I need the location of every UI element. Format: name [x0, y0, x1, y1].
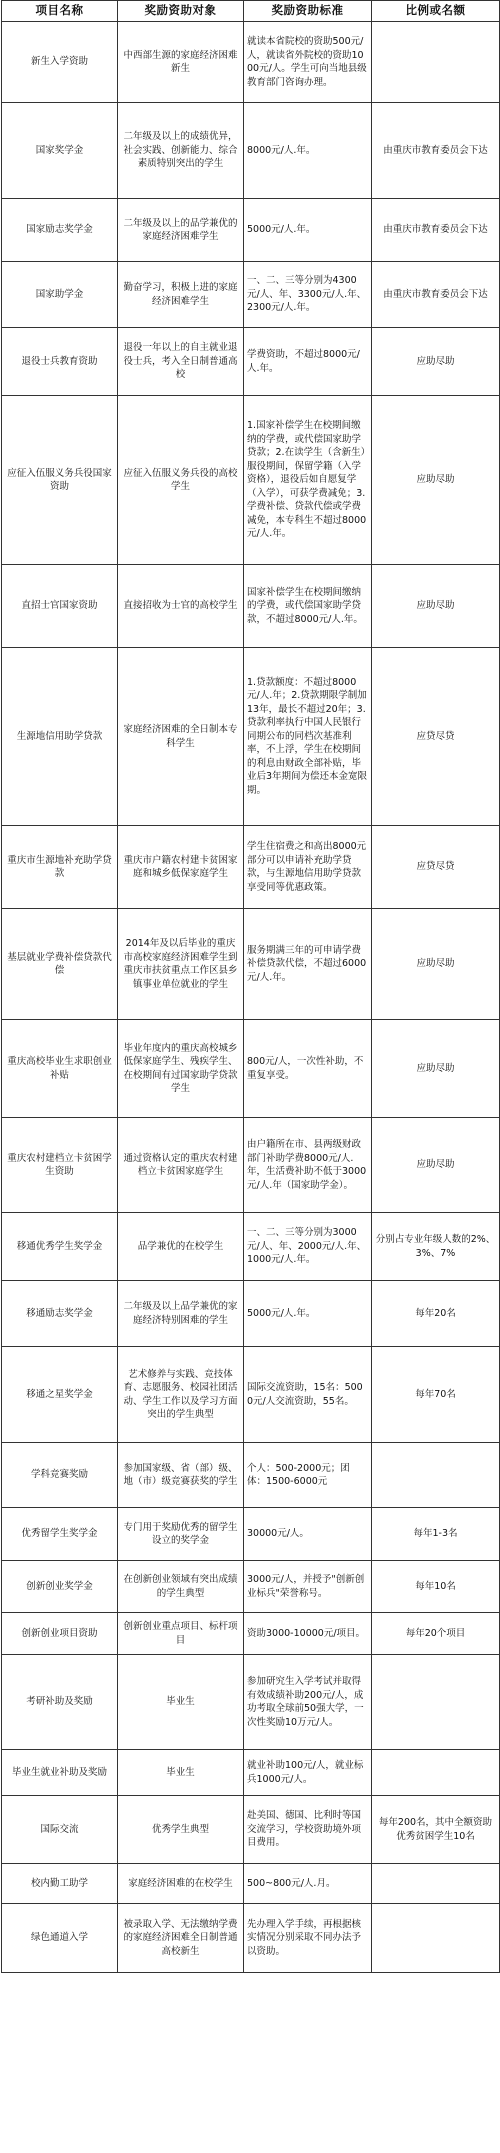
project-name: 重庆市生源地补充助学贷款	[2, 826, 118, 909]
aid-target: 在创新创业领域有突出成绩的学生典型	[118, 1561, 244, 1613]
table-row	[2, 1213, 500, 1281]
table-row	[2, 199, 500, 262]
ratio-quota: 每年20个项目	[372, 1613, 500, 1655]
ratio-quota: 应助尽助	[372, 909, 500, 1020]
ratio-quota: 应助尽助	[372, 1020, 500, 1118]
aid-target: 家庭经济困难的全日制本专科学生	[118, 648, 244, 826]
project-name: 绿色通道入学	[2, 1904, 118, 1973]
aid-policy-table	[1, 0, 500, 1973]
aid-target: 通过资格认定的重庆农村建档立卡贫困家庭学生	[118, 1118, 244, 1213]
ratio-quota	[372, 1750, 500, 1796]
ratio-quota: 每年200名，其中全额资助优秀贫困学生10名	[372, 1796, 500, 1864]
aid-standard: 先办理入学手续，再根据核实情况分别采取不同办法予以资助。	[244, 1904, 372, 1973]
aid-target: 毕业生	[118, 1655, 244, 1750]
header-aid-standard: 奖励资助标准	[244, 1, 372, 22]
aid-standard: 8000元/人.年。	[244, 103, 372, 199]
ratio-quota: 应贷尽贷	[372, 648, 500, 826]
aid-standard: 学生住宿费之和高出8000元部分可以申请补充助学贷款，与生源地信用助学贷款享受同等优惠政策。	[244, 826, 372, 909]
aid-target: 艺术修养与实践、竞技体育、志愿服务、校园社团活动、学生工作以及学习方面突出的学生典型	[118, 1347, 244, 1443]
aid-target: 勤奋学习，积极上进的家庭经济困难学生	[118, 262, 244, 328]
project-name: 考研补助及奖励	[2, 1655, 118, 1750]
project-name: 重庆高校毕业生求职创业补贴	[2, 1020, 118, 1118]
project-name: 学科竞赛奖励	[2, 1443, 118, 1508]
aid-standard: 就业补助100元/人，就业标兵1000元/人。	[244, 1750, 372, 1796]
aid-standard: 30000元/人。	[244, 1508, 372, 1561]
aid-standard: 5000元/人.年。	[244, 199, 372, 262]
header-project-name: 项目名称	[2, 1, 118, 22]
aid-target: 毕业年度内的重庆高校城乡低保家庭学生、残疾学生、在校期间有过国家助学贷款学生	[118, 1020, 244, 1118]
aid-standard: 国际交流资助，15名：5000元/人交流资助，55名。	[244, 1347, 372, 1443]
table-row	[2, 1508, 500, 1561]
aid-standard: 个人：500-2000元；团体：1500-6000元	[244, 1443, 372, 1508]
aid-target: 应征入伍服义务兵役的高校学生	[118, 396, 244, 565]
project-name: 移通励志奖学金	[2, 1281, 118, 1347]
ratio-quota	[372, 22, 500, 103]
project-name: 国家助学金	[2, 262, 118, 328]
ratio-quota: 每年70名	[372, 1347, 500, 1443]
table-row	[2, 648, 500, 826]
project-name: 创新创业项目资助	[2, 1613, 118, 1655]
aid-target: 2014年及以后毕业的重庆市高校家庭经济困难学生到重庆市扶贫重点工作区县乡镇事业单位就业的学生	[118, 909, 244, 1020]
table-row	[2, 22, 500, 103]
project-name: 新生入学资助	[2, 22, 118, 103]
aid-target: 重庆市户籍农村建卡贫困家庭和城乡低保家庭学生	[118, 826, 244, 909]
project-name: 重庆农村建档立卡贫困学生资助	[2, 1118, 118, 1213]
ratio-quota: 应助尽助	[372, 565, 500, 648]
aid-target: 被录取入学、无法缴纳学费的家庭经济困难全日制普通高校新生	[118, 1904, 244, 1973]
aid-standard: 500~800元/人.月。	[244, 1864, 372, 1904]
table-row	[2, 1864, 500, 1904]
header-row	[2, 1, 500, 22]
table-row	[2, 1118, 500, 1213]
aid-target: 退役一年以上的自主就业退役士兵，考入全日制普通高校	[118, 328, 244, 396]
aid-standard: 3000元/人，并授予"创新创业标兵"荣誉称号。	[244, 1561, 372, 1613]
ratio-quota: 应贷尽贷	[372, 826, 500, 909]
project-name: 基层就业学费补偿贷款代偿	[2, 909, 118, 1020]
ratio-quota: 应助尽助	[372, 328, 500, 396]
aid-standard: 由户籍所在市、县两级财政部门补助学费8000元/人.年，生活费补助不低于3000元/人.年（国家助学金）。	[244, 1118, 372, 1213]
project-name: 移通优秀学生奖学金	[2, 1213, 118, 1281]
table-row	[2, 1904, 500, 1973]
header-aid-target: 奖励资助对象	[118, 1, 244, 22]
ratio-quota: 由重庆市教育委员会下达	[372, 199, 500, 262]
ratio-quota: 应助尽助	[372, 1118, 500, 1213]
aid-standard: 就读本省院校的资助500元/人，就读省外院校的资助1000元/人。学生可向当地县级教育部门咨询办理。	[244, 22, 372, 103]
header-ratio-quota: 比例或名额	[372, 1, 500, 22]
ratio-quota: 应助尽助	[372, 396, 500, 565]
project-name: 退役士兵教育资助	[2, 328, 118, 396]
aid-standard: 1.贷款额度：不超过8000元/人.年；2.贷款期限学制加13年，最长不超过20年；3.贷款利率执行中国人民银行同期公布的同档次基准利率，不上浮，学生在校期间的利息由财政全部补贴，毕业后3年期间为偿还本金宽限期。	[244, 648, 372, 826]
aid-standard: 资助3000-10000元/项目。	[244, 1613, 372, 1655]
table-row	[2, 103, 500, 199]
aid-standard: 赴美国、德国、比利时等国交流学习，学校资助境外项目费用。	[244, 1796, 372, 1864]
aid-standard: 服务期满三年的可申请学费补偿贷款代偿，不超过6000元/人.年。	[244, 909, 372, 1020]
table-row	[2, 1020, 500, 1118]
aid-target: 中西部生源的家庭经济困难新生	[118, 22, 244, 103]
table-row	[2, 565, 500, 648]
table-row	[2, 909, 500, 1020]
aid-standard: 学费资助，不超过8000元/人.年。	[244, 328, 372, 396]
aid-target: 创新创业重点项目、标杆项目	[118, 1613, 244, 1655]
aid-target: 优秀学生典型	[118, 1796, 244, 1864]
ratio-quota: 每年20名	[372, 1281, 500, 1347]
project-name: 国家奖学金	[2, 103, 118, 199]
aid-target: 家庭经济困难的在校学生	[118, 1864, 244, 1904]
aid-target: 专门用于奖励优秀的留学生设立的奖学金	[118, 1508, 244, 1561]
ratio-quota: 由重庆市教育委员会下达	[372, 262, 500, 328]
ratio-quota	[372, 1443, 500, 1508]
aid-target: 毕业生	[118, 1750, 244, 1796]
aid-target: 直接招收为士官的高校学生	[118, 565, 244, 648]
aid-standard: 一、二、三等分别为4300元/人、年、3300元/人.年、2300元/人.年。	[244, 262, 372, 328]
table-row	[2, 262, 500, 328]
aid-target: 品学兼优的在校学生	[118, 1213, 244, 1281]
table-row	[2, 1347, 500, 1443]
table-row	[2, 1281, 500, 1347]
project-name: 直招士官国家资助	[2, 565, 118, 648]
ratio-quota: 每年10名	[372, 1561, 500, 1613]
ratio-quota: 每年1-3名	[372, 1508, 500, 1561]
aid-target: 二年级及以上的品学兼优的家庭经济困难学生	[118, 199, 244, 262]
table-row	[2, 328, 500, 396]
project-name: 生源地信用助学贷款	[2, 648, 118, 826]
aid-standard: 5000元/人.年。	[244, 1281, 372, 1347]
project-name: 毕业生就业补助及奖励	[2, 1750, 118, 1796]
table-row	[2, 1443, 500, 1508]
project-name: 校内勤工助学	[2, 1864, 118, 1904]
aid-standard: 1.国家补偿学生在校期间缴纳的学费，或代偿国家助学贷款；2.在读学生（含新生）服役期间，保留学籍（入学资格），退役后如自愿复学（入学），可获学费减免；3.学费补偿、贷款代偿或学费减免，本专科生不超过8000元/人.年。	[244, 396, 372, 565]
aid-standard: 国家补偿学生在校期间缴纳的学费，或代偿国家助学贷款，不超过8000元/人.年。	[244, 565, 372, 648]
project-name: 移通之星奖学金	[2, 1347, 118, 1443]
table-row	[2, 1750, 500, 1796]
aid-standard: 参加研究生入学考试并取得有效成绩补助200元/人，成功考取全球前50强大学，一次性奖励10万元/人。	[244, 1655, 372, 1750]
ratio-quota	[372, 1904, 500, 1973]
project-name: 国家励志奖学金	[2, 199, 118, 262]
table-row	[2, 1655, 500, 1750]
ratio-quota: 由重庆市教育委员会下达	[372, 103, 500, 199]
aid-target: 二年级及以上的成绩优异，社会实践、创新能力、综合素质特别突出的学生	[118, 103, 244, 199]
project-name: 应征入伍服义务兵役国家资助	[2, 396, 118, 565]
table-row	[2, 1613, 500, 1655]
aid-target: 二年级及以上品学兼优的家庭经济特别困难的学生	[118, 1281, 244, 1347]
table-row	[2, 1796, 500, 1864]
project-name: 国际交流	[2, 1796, 118, 1864]
aid-target: 参加国家级、省（部）级、地（市）级竞赛获奖的学生	[118, 1443, 244, 1508]
project-name: 优秀留学生奖学金	[2, 1508, 118, 1561]
aid-standard: 800元/人，一次性补助，不重复享受。	[244, 1020, 372, 1118]
table-row	[2, 1561, 500, 1613]
ratio-quota	[372, 1655, 500, 1750]
table-row	[2, 826, 500, 909]
table-row	[2, 396, 500, 565]
ratio-quota	[372, 1864, 500, 1904]
project-name: 创新创业奖学金	[2, 1561, 118, 1613]
aid-standard: 一、二、三等分别为3000元/人、年、2000元/人.年、1000元/人.年。	[244, 1213, 372, 1281]
ratio-quota: 分别占专业年级人数的2%、3%、7%	[372, 1213, 500, 1281]
